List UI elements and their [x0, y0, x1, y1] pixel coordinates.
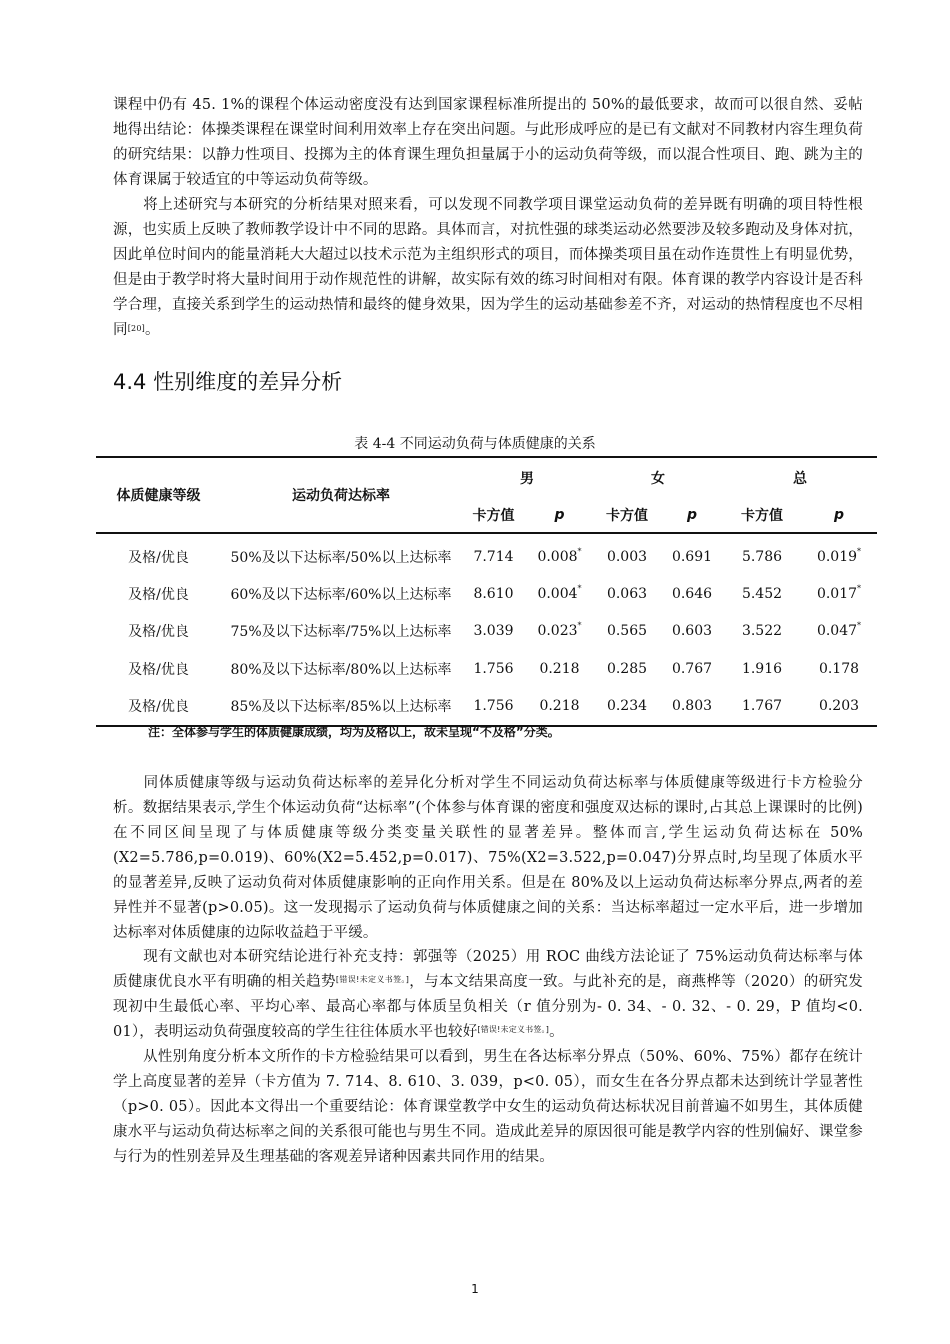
paragraph-2	[113, 193, 863, 343]
cell-female-p: 0.691	[671, 548, 713, 565]
paragraph-4-text-b: ，与本文结果高度一致。与此补充的是，商燕桦等（2020）的研究发现初中生最低心率、平均心率、最高心率都与体质呈负相关（r 值分别为- 0. 34、- 0. 32、- 0. 29，P 值均<0. 01），表明运动负荷强度较高的学生往往体质水平也较好	[113, 974, 863, 1040]
paragraph-5-text: 从性别角度分析本文所作的卡方检验结果可以看到，男生在各达标率分界点（50%、60%、75%）都存在统计学上高度显著的差异（卡方值为 7. 714、8. 610、3. 039，p<0. 05），而女生在各分界点都未达到统计学显著性（p>0. 05）。因此本文得出一个重要结论：体育课堂教学中女生的运动负荷达标状况目前普遍不如男生，其体质健康水平与运动负荷达标率之间的关系很可能也与男生不同。造成此差异的原因很可能是教学内容的性别偏好、课堂参与行为的性别差异及生理基础的客观差异诸种因素共同作用的结果。	[113, 1049, 863, 1165]
cell-female-chi: 0.565	[606, 623, 648, 640]
table-row	[96, 650, 877, 687]
cell-grade: 及格/优良	[128, 699, 189, 716]
cell-total-p: 0.019*	[816, 546, 862, 565]
table-caption: 表 4-4 不同运动负荷与体质健康的关系	[354, 436, 596, 452]
table-row	[96, 613, 877, 650]
citation-ref[interactable]: [20]	[127, 324, 145, 333]
cell-total-chi: 1.767	[741, 698, 783, 715]
cell-total-chi: 5.452	[741, 586, 783, 603]
cell-male-chi: 8.610	[473, 586, 514, 603]
header-male: 男	[520, 471, 534, 487]
table-row	[96, 575, 877, 612]
header-total: 总	[793, 471, 807, 487]
results-table	[96, 456, 877, 727]
paragraph-2-text: 将上述研究与本研究的分析结果对照来看，可以发现不同教学项目课堂运动负荷的差异既有明确的项目特性根源，也实质上反映了教师教学设计中不同的思路。具体而言，对抗性强的球类运动必然要涉及较多跑动及身体对抗，因此单位时间内的能量消耗大大超过以技术示范为主组织形式的项目，而体操类项目虽在动作连贯性上有明显优势，但是由于教学时将大量时间用于动作规范性的讲解，故实际有效的练习时间相对有限。体育课的教学内容设计是否科学合理，直接关系到学生的运动热情和最终的健身效果，因为学生的运动基础参差不齐，对运动的热情程度也不尽相同	[113, 197, 863, 338]
table-row	[96, 688, 877, 726]
citation-error-ref[interactable]: [错误!未定义书签。]	[335, 975, 410, 984]
cell-female-chi: 0.234	[606, 698, 648, 715]
cell-grade: 及格/优良	[128, 549, 189, 566]
header-female-chi: 卡方值	[606, 508, 648, 524]
cell-male-p: 0.008*	[537, 546, 582, 565]
paragraph-3-text: 同体质健康等级与运动负荷达标率的差异化分析对学生不同运动负荷达标率与体质健康等级进行卡方检验分析。数据结果表示,学生个体运动负荷“达标率”(个体参与体育课的密度和强度双达标的课时,占其总上课课时的比例)在不同区间呈现了与体质健康等级分类变量关联性的显著差异。整体而言,学生运动负荷达标在 50%(X2=5.786,p=0.019)、60%(X2=5.452,p=0.017)、75%(X2=3.522,p=0.047)分界点时,均呈现了体质水平的显著差异,反映了运动负荷对体质健康影响的正向作用关系。但是在 80%及以上运动负荷达标率分界点,两者的差异性并不显著(p>0.05)。这一发现揭示了运动负荷与体质健康之间的关系：当达标率超过一定水平后，进一步增加达标率对体质健康的边际收益趋于平缓。	[113, 775, 863, 941]
paragraph-4-text-c: 。	[549, 1024, 564, 1040]
cell-male-p: 0.023*	[537, 621, 582, 640]
cell-male-chi: 7.714	[473, 548, 514, 565]
cell-female-chi: 0.285	[606, 660, 648, 677]
table-row	[96, 533, 877, 575]
cell-male-p: 0.218	[539, 660, 580, 677]
cell-total-p: 0.017*	[816, 584, 862, 603]
header-rate: 运动负荷达标率	[292, 488, 390, 504]
cell-male-p: 0.004*	[537, 584, 582, 603]
paragraph-3	[113, 771, 863, 946]
paragraph-1	[113, 93, 863, 193]
cell-female-p: 0.603	[671, 623, 713, 640]
cell-total-p: 0.047*	[816, 621, 862, 640]
cell-male-chi: 3.039	[473, 623, 514, 640]
paragraph-1-text: 课程中仍有 45. 1%的课程个体运动密度没有达到国家课程标准所提出的 50%的最低要求，故而可以很自然、妥帖地得出结论：体操类课程在课堂时间利用效率上存在突出问题。与此形成呼应的是已有文献对不同教材内容生理负荷的研究结果：以静力性项目、投掷为主的体育课生理负担量属于小的运动负荷等级，而以混合性项目、跑、跳为主的体育课属于较适宜的中等运动负荷等级。	[113, 97, 863, 188]
cell-rate: 80%及以下达标率/80%以上达标率	[230, 661, 452, 678]
paragraph-5	[113, 1045, 863, 1170]
cell-grade: 及格/优良	[128, 587, 189, 604]
cell-male-chi: 1.756	[473, 698, 514, 715]
cell-grade: 及格/优良	[128, 661, 189, 678]
cell-female-p: 0.767	[671, 660, 713, 677]
cell-female-p: 0.646	[671, 586, 713, 603]
cell-total-chi: 3.522	[741, 623, 783, 640]
cell-male-p: 0.218	[539, 698, 580, 715]
header-male-p: p	[554, 507, 565, 523]
citation-error-ref[interactable]: [错误!未定义书签。]	[477, 1025, 550, 1034]
cell-male-chi: 1.756	[473, 660, 514, 677]
header-female-p: p	[686, 507, 698, 523]
section-heading: 4.4 性别维度的差异分析	[113, 370, 343, 394]
cell-rate: 85%及以下达标率/85%以上达标率	[230, 699, 452, 716]
header-grade: 体质健康等级	[116, 488, 201, 504]
cell-total-chi: 5.786	[741, 548, 783, 565]
table-note: 注：全体参与学生的体质健康成绩，均为及格以上，故未呈现“不及格”分类。	[148, 725, 560, 739]
cell-total-chi: 1.916	[741, 660, 783, 677]
cell-rate: 60%及以下达标率/60%以上达标率	[230, 587, 452, 604]
cell-female-chi: 0.063	[606, 586, 648, 603]
cell-female-p: 0.803	[671, 698, 713, 715]
paragraph-2-end: 。	[144, 322, 160, 338]
cell-female-chi: 0.003	[606, 548, 648, 565]
page-number: 1	[471, 1282, 479, 1296]
cell-grade: 及格/优良	[128, 624, 189, 641]
header-male-chi: 卡方值	[472, 508, 515, 524]
cell-rate: 75%及以下达标率/75%以上达标率	[230, 624, 452, 641]
cell-total-p: 0.203	[818, 698, 860, 715]
header-female: 女	[651, 471, 665, 487]
header-total-chi: 卡方值	[741, 508, 783, 524]
header-total-p: p	[833, 507, 845, 523]
cell-total-p: 0.178	[818, 660, 860, 677]
paragraph-4	[113, 945, 863, 1045]
paragraph-4-text-a: 现有文献也对本研究结论进行补充支持：郭强等（2025）用 ROC 曲线方法论证了 75%运动负荷达标率与体质健康优良水平有明确的相关趋势	[113, 949, 863, 990]
cell-rate: 50%及以下达标率/50%以上达标率	[230, 549, 452, 566]
